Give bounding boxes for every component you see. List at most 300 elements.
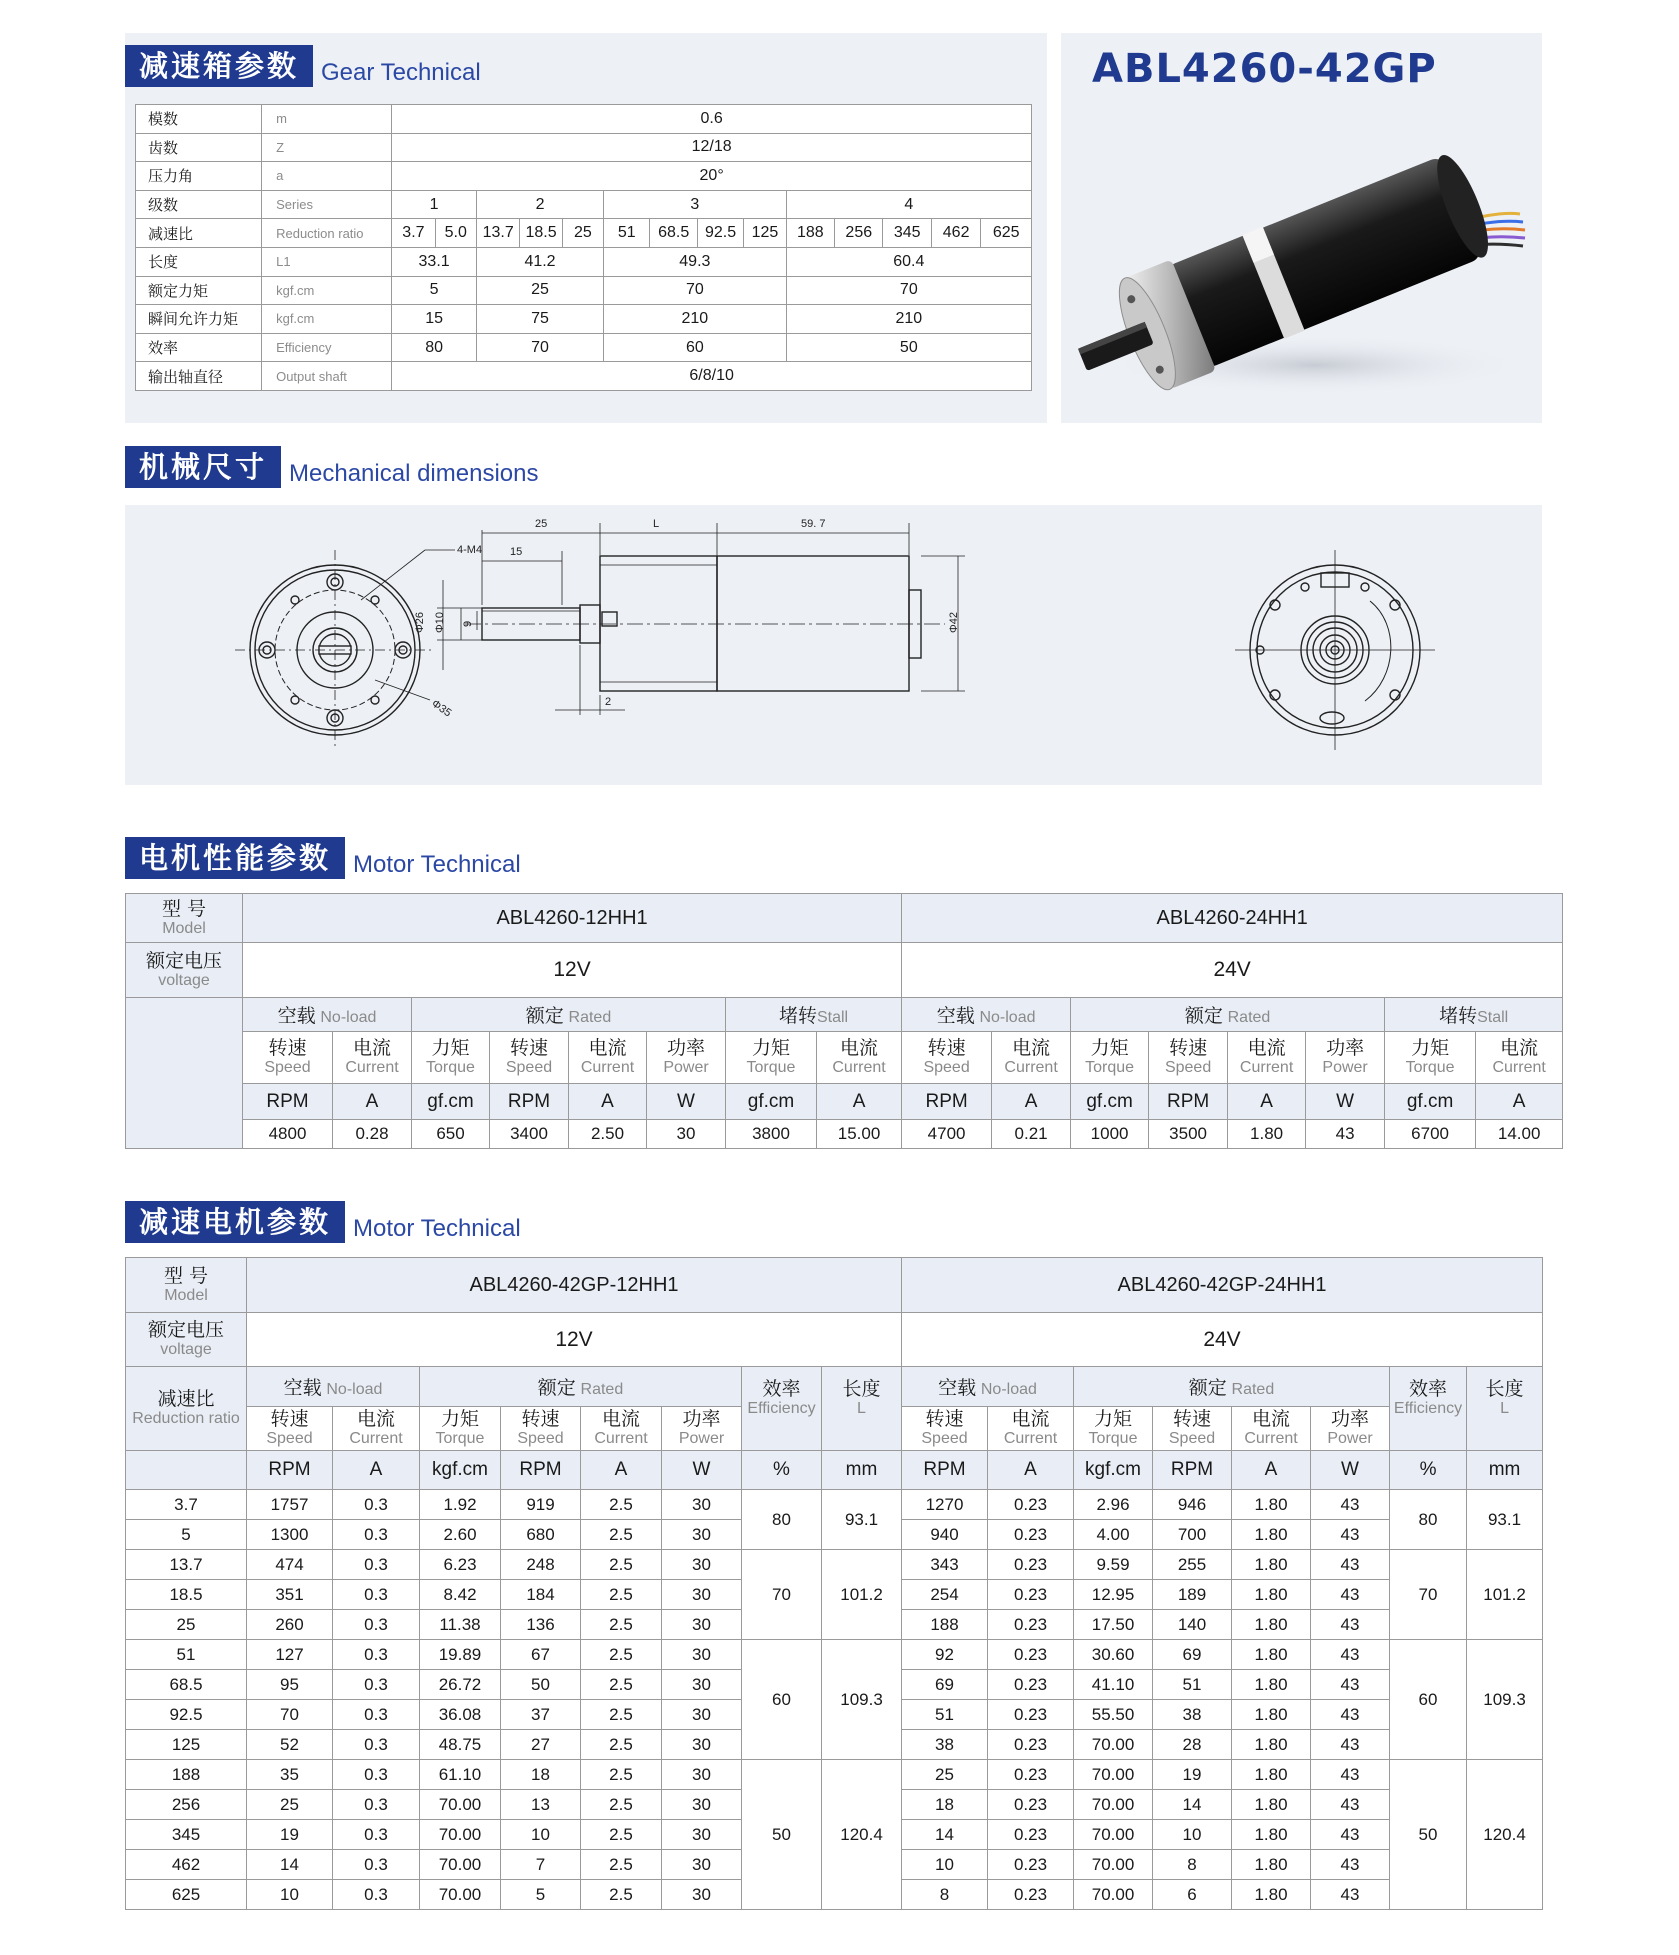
length-cell: 93.1 — [1467, 1490, 1543, 1550]
unit-cell: % — [1390, 1451, 1467, 1490]
value-cell: 55.50 — [1074, 1700, 1153, 1730]
unit-cell: A — [992, 1084, 1071, 1120]
value-cell: 4.00 — [1074, 1520, 1153, 1550]
unit-cell: gf.cm — [412, 1084, 490, 1120]
value-cell: 8 — [1153, 1850, 1232, 1880]
value-cell: 4700 — [902, 1120, 992, 1149]
value-cell: 30 — [662, 1580, 742, 1610]
value-cell: 37 — [501, 1700, 581, 1730]
value-cell: 52 — [247, 1730, 333, 1760]
gearmotor-title-en: Motor Technical — [353, 1215, 521, 1242]
gear-rated-torque: 5 — [392, 276, 477, 305]
motor-col-head-row — [126, 1032, 1563, 1084]
gear-length: 41.2 — [476, 247, 603, 276]
value-cell: 30 — [662, 1820, 742, 1850]
value-cell: 43 — [1311, 1520, 1390, 1550]
rear-view — [1235, 550, 1435, 750]
front-view — [235, 550, 455, 750]
value-cell: 43 — [1311, 1580, 1390, 1610]
value-cell: 0.3 — [333, 1820, 420, 1850]
gear-ratio: 188 — [786, 219, 834, 248]
length-cell: 93.1 — [822, 1490, 902, 1550]
value-cell: 1757 — [247, 1490, 333, 1520]
motor-title-cn: 电机性能参数 — [125, 837, 345, 879]
gear-row — [136, 362, 1032, 391]
gear-row-label: 减速比 — [136, 219, 262, 248]
value-cell: 1300 — [247, 1520, 333, 1550]
gm-eff-head: 效率 Efficiency — [1390, 1367, 1467, 1451]
value-cell: 343 — [902, 1550, 988, 1580]
value-cell: 43 — [1306, 1120, 1385, 1149]
group-stall: 堵转Stall — [726, 998, 902, 1032]
value-cell: 0.3 — [333, 1700, 420, 1730]
value-cell: 1.80 — [1232, 1670, 1311, 1700]
unit-cell: gf.cm — [1071, 1084, 1149, 1120]
col-head: 转速 Speed — [490, 1032, 569, 1084]
table-row — [126, 1550, 1543, 1580]
value-cell: 7 — [501, 1850, 581, 1880]
value-cell: 70.00 — [420, 1850, 501, 1880]
value-cell: 4800 — [243, 1120, 333, 1149]
efficiency-cell: 80 — [1390, 1490, 1467, 1550]
value-cell: 0.23 — [988, 1610, 1074, 1640]
value-cell: 30 — [662, 1640, 742, 1670]
efficiency-cell: 50 — [1390, 1760, 1467, 1910]
col-head: 力矩 Torque — [726, 1032, 817, 1084]
value-cell: 28 — [1153, 1730, 1232, 1760]
dim-phi35: Φ35 — [429, 697, 454, 720]
dim-phi42: Φ42 — [948, 611, 960, 633]
value-cell: 14 — [247, 1850, 333, 1880]
value-cell: 0.3 — [333, 1580, 420, 1610]
ratio-cell: 462 — [126, 1850, 247, 1880]
value-cell: 1.92 — [420, 1490, 501, 1520]
value-cell: 2.5 — [581, 1610, 662, 1640]
value-cell: 1.80 — [1232, 1790, 1311, 1820]
motor-volt-b: 24V — [902, 943, 1563, 998]
col-head: 力矩 Torque — [1071, 1032, 1149, 1084]
value-cell: 61.10 — [420, 1760, 501, 1790]
table-row — [126, 1760, 1543, 1790]
value-cell: 248 — [501, 1550, 581, 1580]
unit-cell: W — [1306, 1084, 1385, 1120]
gm-unit-row — [126, 1451, 1543, 1490]
gear-instant-torque: 210 — [604, 305, 787, 334]
value-cell: 30 — [662, 1730, 742, 1760]
efficiency-cell: 70 — [742, 1550, 822, 1640]
col-head: 电流 Current — [569, 1032, 647, 1084]
value-cell: 0.23 — [988, 1670, 1074, 1700]
gear-ratio: 3.7 — [392, 219, 435, 248]
motor-value-row — [126, 1120, 1563, 1149]
unit-cell: % — [742, 1451, 822, 1490]
value-cell: 30 — [662, 1670, 742, 1700]
gearmotor-section-title — [125, 1201, 521, 1243]
value-cell: 650 — [412, 1120, 490, 1149]
value-cell: 0.23 — [988, 1700, 1074, 1730]
gear-ratio: 5.0 — [435, 219, 476, 248]
value-cell: 1270 — [902, 1490, 988, 1520]
gear-ratio: 625 — [981, 219, 1032, 248]
value-cell: 10 — [501, 1820, 581, 1850]
unit-cell: kgf.cm — [420, 1451, 501, 1490]
value-cell: 2.5 — [581, 1790, 662, 1820]
ratio-cell: 25 — [126, 1610, 247, 1640]
gm-volt-head: 额定电压 voltage — [126, 1313, 247, 1367]
value-cell: 43 — [1311, 1760, 1390, 1790]
value-cell: 188 — [902, 1610, 988, 1640]
unit-cell: mm — [1467, 1451, 1543, 1490]
value-cell: 30 — [662, 1700, 742, 1730]
gear-ratio: 18.5 — [520, 219, 562, 248]
length-cell: 109.3 — [1467, 1640, 1543, 1760]
gear-ratio: 68.5 — [650, 219, 697, 248]
gear-teeth: 12/18 — [392, 133, 1032, 162]
value-cell: 2.96 — [1074, 1490, 1153, 1520]
value-cell: 30 — [662, 1610, 742, 1640]
value-cell: 474 — [247, 1550, 333, 1580]
gear-instant-torque: 75 — [476, 305, 603, 334]
unit-cell: A — [1232, 1451, 1311, 1490]
value-cell: 43 — [1311, 1730, 1390, 1760]
value-cell: 254 — [902, 1580, 988, 1610]
gm-volt-row — [126, 1313, 1543, 1367]
gear-row-sub: Output shaft — [262, 362, 392, 391]
ratio-cell: 125 — [126, 1730, 247, 1760]
value-cell: 30 — [662, 1760, 742, 1790]
gear-series: 1 — [392, 190, 477, 219]
gear-output-shaft: 6/8/10 — [392, 362, 1032, 391]
gear-row-label: 输出轴直径 — [136, 362, 262, 391]
value-cell: 10 — [247, 1880, 333, 1910]
value-cell: 17.50 — [1074, 1610, 1153, 1640]
gear-ratio: 345 — [883, 219, 931, 248]
gear-ratio: 13.7 — [476, 219, 519, 248]
gear-ratio: 462 — [931, 219, 980, 248]
gear-title-cn: 减速箱参数 — [125, 45, 313, 87]
table-row — [126, 1640, 1543, 1670]
value-cell: 2.50 — [569, 1120, 647, 1149]
value-cell: 2.5 — [581, 1520, 662, 1550]
col-head: 力矩 Torque — [420, 1407, 501, 1451]
value-cell: 189 — [1153, 1580, 1232, 1610]
value-cell: 0.23 — [988, 1850, 1074, 1880]
value-cell: 70.00 — [420, 1820, 501, 1850]
value-cell: 2.5 — [581, 1700, 662, 1730]
value-cell: 69 — [902, 1670, 988, 1700]
gear-length: 49.3 — [604, 247, 787, 276]
gm-model-head: 型 号 Model — [126, 1258, 247, 1313]
length-cell: 120.4 — [1467, 1760, 1543, 1910]
value-cell: 43 — [1311, 1850, 1390, 1880]
value-cell: 36.08 — [420, 1700, 501, 1730]
col-head: 转速 Speed — [1149, 1032, 1228, 1084]
gear-row-label: 压力角 — [136, 162, 262, 191]
gear-ratio: 92.5 — [697, 219, 743, 248]
value-cell: 10 — [1153, 1820, 1232, 1850]
value-cell: 0.3 — [333, 1490, 420, 1520]
value-cell: 15.00 — [817, 1120, 902, 1149]
unit-cell: A — [581, 1451, 662, 1490]
value-cell: 2.5 — [581, 1760, 662, 1790]
value-cell: 0.3 — [333, 1610, 420, 1640]
gear-ratio: 256 — [835, 219, 883, 248]
value-cell: 70.00 — [1074, 1820, 1153, 1850]
gear-row-sub: m — [262, 105, 392, 134]
value-cell: 680 — [501, 1520, 581, 1550]
gearmotor-title-cn: 减速电机参数 — [125, 1201, 345, 1243]
value-cell: 1.80 — [1232, 1880, 1311, 1910]
unit-cell: W — [662, 1451, 742, 1490]
gear-instant-torque: 15 — [392, 305, 477, 334]
motor-model-head: 型 号 Model — [126, 894, 243, 943]
value-cell: 0.3 — [333, 1880, 420, 1910]
value-cell: 0.3 — [333, 1520, 420, 1550]
unit-cell: A — [569, 1084, 647, 1120]
product-title: ABL4260-42GP — [1092, 46, 1437, 92]
ratio-cell: 345 — [126, 1820, 247, 1850]
col-head: 力矩 Torque — [412, 1032, 490, 1084]
value-cell: 184 — [501, 1580, 581, 1610]
value-cell: 43 — [1311, 1670, 1390, 1700]
motor-volt-row — [126, 943, 1563, 998]
efficiency-cell: 50 — [742, 1760, 822, 1910]
gear-length: 60.4 — [786, 247, 1031, 276]
value-cell: 30 — [662, 1880, 742, 1910]
value-cell: 41.10 — [1074, 1670, 1153, 1700]
unit-cell: A — [988, 1451, 1074, 1490]
gm-eff-head: 效率 Efficiency — [742, 1367, 822, 1451]
mech-section-title — [125, 446, 538, 488]
value-cell: 5 — [501, 1880, 581, 1910]
value-cell: 51 — [902, 1700, 988, 1730]
gear-efficiency: 50 — [786, 333, 1031, 362]
gear-rated-torque: 70 — [604, 276, 787, 305]
efficiency-cell: 60 — [742, 1640, 822, 1760]
value-cell: 0.3 — [333, 1670, 420, 1700]
ratio-cell: 625 — [126, 1880, 247, 1910]
col-head: 功率 Power — [662, 1407, 742, 1451]
gear-row — [136, 162, 1032, 191]
unit-cell: RPM — [501, 1451, 581, 1490]
ratio-cell: 13.7 — [126, 1550, 247, 1580]
ratio-cell: 256 — [126, 1790, 247, 1820]
value-cell: 70 — [247, 1700, 333, 1730]
value-cell: 18 — [501, 1760, 581, 1790]
value-cell: 30 — [662, 1490, 742, 1520]
value-cell: 14.00 — [1476, 1120, 1563, 1149]
group-noload: 空载 No-load — [902, 1367, 1074, 1407]
value-cell: 0.23 — [988, 1550, 1074, 1580]
mechanical-drawing — [125, 505, 1542, 785]
col-head: 转速 Speed — [501, 1407, 581, 1451]
ratio-cell: 68.5 — [126, 1670, 247, 1700]
value-cell: 30 — [662, 1850, 742, 1880]
value-cell: 70.00 — [1074, 1730, 1153, 1760]
value-cell: 6 — [1153, 1880, 1232, 1910]
col-head: 力矩 Torque — [1074, 1407, 1153, 1451]
ratio-cell: 18.5 — [126, 1580, 247, 1610]
length-cell: 109.3 — [822, 1640, 902, 1760]
unit-blank — [126, 1451, 247, 1490]
dim-25: 25 — [535, 518, 548, 530]
ratio-cell: 51 — [126, 1640, 247, 1670]
col-head: 转速 Speed — [902, 1407, 988, 1451]
value-cell: 2.5 — [581, 1820, 662, 1850]
gear-ratio: 125 — [744, 219, 786, 248]
ratio-cell: 188 — [126, 1760, 247, 1790]
efficiency-cell: 80 — [742, 1490, 822, 1550]
value-cell: 0.23 — [988, 1580, 1074, 1610]
value-cell: 3500 — [1149, 1120, 1228, 1149]
value-cell: 0.23 — [988, 1880, 1074, 1910]
value-cell: 255 — [1153, 1550, 1232, 1580]
unit-cell: RPM — [902, 1451, 988, 1490]
unit-cell: W — [1311, 1451, 1390, 1490]
value-cell: 1.80 — [1232, 1490, 1311, 1520]
value-cell: 14 — [1153, 1790, 1232, 1820]
gear-row — [136, 190, 1032, 219]
unit-cell: mm — [822, 1451, 902, 1490]
efficiency-cell: 60 — [1390, 1640, 1467, 1760]
value-cell: 43 — [1311, 1550, 1390, 1580]
motor-model-b: ABL4260-24HH1 — [902, 894, 1563, 943]
gearmotor-table — [125, 1257, 1543, 1910]
value-cell: 11.38 — [420, 1610, 501, 1640]
value-cell: 2.5 — [581, 1640, 662, 1670]
unit-cell: RPM — [243, 1084, 333, 1120]
value-cell: 19.89 — [420, 1640, 501, 1670]
unit-cell: RPM — [490, 1084, 569, 1120]
motor-volt-head: 额定电压 voltage — [126, 943, 243, 998]
value-cell: 260 — [247, 1610, 333, 1640]
col-head: 转速 Speed — [1153, 1407, 1232, 1451]
gear-ratio: 51 — [604, 219, 650, 248]
value-cell: 1.80 — [1232, 1760, 1311, 1790]
gear-row-sub: Z — [262, 133, 392, 162]
value-cell: 43 — [1311, 1880, 1390, 1910]
gear-row — [136, 276, 1032, 305]
unit-cell: A — [333, 1084, 412, 1120]
value-cell: 1.80 — [1232, 1820, 1311, 1850]
dim-9: 9 — [462, 620, 474, 627]
value-cell: 0.3 — [333, 1550, 420, 1580]
value-cell: 6700 — [1385, 1120, 1476, 1149]
value-cell: 700 — [1153, 1520, 1232, 1550]
value-cell: 0.3 — [333, 1790, 420, 1820]
value-cell: 70.00 — [420, 1880, 501, 1910]
gear-row — [136, 219, 1032, 248]
value-cell: 946 — [1153, 1490, 1232, 1520]
value-cell: 1.80 — [1232, 1640, 1311, 1670]
value-cell: 9.59 — [1074, 1550, 1153, 1580]
gear-series: 2 — [476, 190, 603, 219]
group-rated: 额定 Rated — [412, 998, 726, 1032]
unit-cell: A — [1228, 1084, 1306, 1120]
value-cell: 2.5 — [581, 1850, 662, 1880]
unit-cell: A — [1476, 1084, 1563, 1120]
value-cell: 1.80 — [1228, 1120, 1306, 1149]
col-head: 电流 Current — [1228, 1032, 1306, 1084]
value-cell: 1.80 — [1232, 1610, 1311, 1640]
gear-efficiency: 70 — [476, 333, 603, 362]
ratio-cell: 5 — [126, 1520, 247, 1550]
value-cell: 19 — [1153, 1760, 1232, 1790]
value-cell: 43 — [1311, 1700, 1390, 1730]
value-cell: 30.60 — [1074, 1640, 1153, 1670]
gear-row — [136, 247, 1032, 276]
motor-blank-head — [126, 998, 243, 1149]
unit-cell: gf.cm — [726, 1084, 817, 1120]
gear-row-sub: kgf.cm — [262, 305, 392, 334]
unit-cell: kgf.cm — [1074, 1451, 1153, 1490]
value-cell: 35 — [247, 1760, 333, 1790]
motor-model-a: ABL4260-12HH1 — [243, 894, 902, 943]
value-cell: 50 — [501, 1670, 581, 1700]
value-cell: 51 — [1153, 1670, 1232, 1700]
value-cell: 3400 — [490, 1120, 569, 1149]
gear-row-sub: kgf.cm — [262, 276, 392, 305]
value-cell: 19 — [247, 1820, 333, 1850]
value-cell: 1000 — [1071, 1120, 1149, 1149]
gear-title-en: Gear Technical — [321, 59, 481, 86]
value-cell: 70.00 — [1074, 1850, 1153, 1880]
ratio-cell: 92.5 — [126, 1700, 247, 1730]
value-cell: 0.3 — [333, 1730, 420, 1760]
col-head: 电流 Current — [1232, 1407, 1311, 1451]
value-cell: 6.23 — [420, 1550, 501, 1580]
value-cell: 0.23 — [988, 1520, 1074, 1550]
gm-len-head: 长度 L — [822, 1367, 902, 1451]
dim-l: L — [653, 518, 660, 530]
motor-volt-a: 12V — [243, 943, 902, 998]
col-head: 转速 Speed — [902, 1032, 992, 1084]
gm-len-head: 长度 L — [1467, 1367, 1543, 1451]
ratio-cell: 3.7 — [126, 1490, 247, 1520]
gear-series: 4 — [786, 190, 1031, 219]
dim-2: 2 — [605, 696, 612, 708]
gm-model-b: ABL4260-42GP-24HH1 — [902, 1258, 1543, 1313]
value-cell: 30 — [662, 1790, 742, 1820]
mech-title-en: Mechanical dimensions — [289, 460, 539, 487]
value-cell: 2.5 — [581, 1490, 662, 1520]
value-cell: 43 — [1311, 1610, 1390, 1640]
value-cell: 0.23 — [988, 1490, 1074, 1520]
motor-table — [125, 893, 1563, 1149]
value-cell: 1.80 — [1232, 1730, 1311, 1760]
gear-row-label: 长度 — [136, 247, 262, 276]
gear-ratio: 25 — [562, 219, 603, 248]
value-cell: 1.80 — [1232, 1700, 1311, 1730]
motor-model-row — [126, 894, 1563, 943]
value-cell: 2.60 — [420, 1520, 501, 1550]
mech-title-cn: 机械尺寸 — [125, 446, 281, 488]
gm-volt-a: 12V — [247, 1313, 902, 1367]
value-cell: 95 — [247, 1670, 333, 1700]
value-cell: 70.00 — [420, 1790, 501, 1820]
length-cell: 101.2 — [1467, 1550, 1543, 1640]
col-head: 力矩 Torque — [1385, 1032, 1476, 1084]
gm-body — [126, 1490, 1543, 1910]
value-cell: 2.5 — [581, 1730, 662, 1760]
gear-row-sub: Series — [262, 190, 392, 219]
dim-phi26: Φ26 — [414, 611, 426, 633]
col-head: 功率 Power — [647, 1032, 726, 1084]
col-head: 电流 Current — [581, 1407, 662, 1451]
gear-row-sub: a — [262, 162, 392, 191]
gm-volt-b: 24V — [902, 1313, 1543, 1367]
group-rated: 额定 Rated — [1074, 1367, 1390, 1407]
